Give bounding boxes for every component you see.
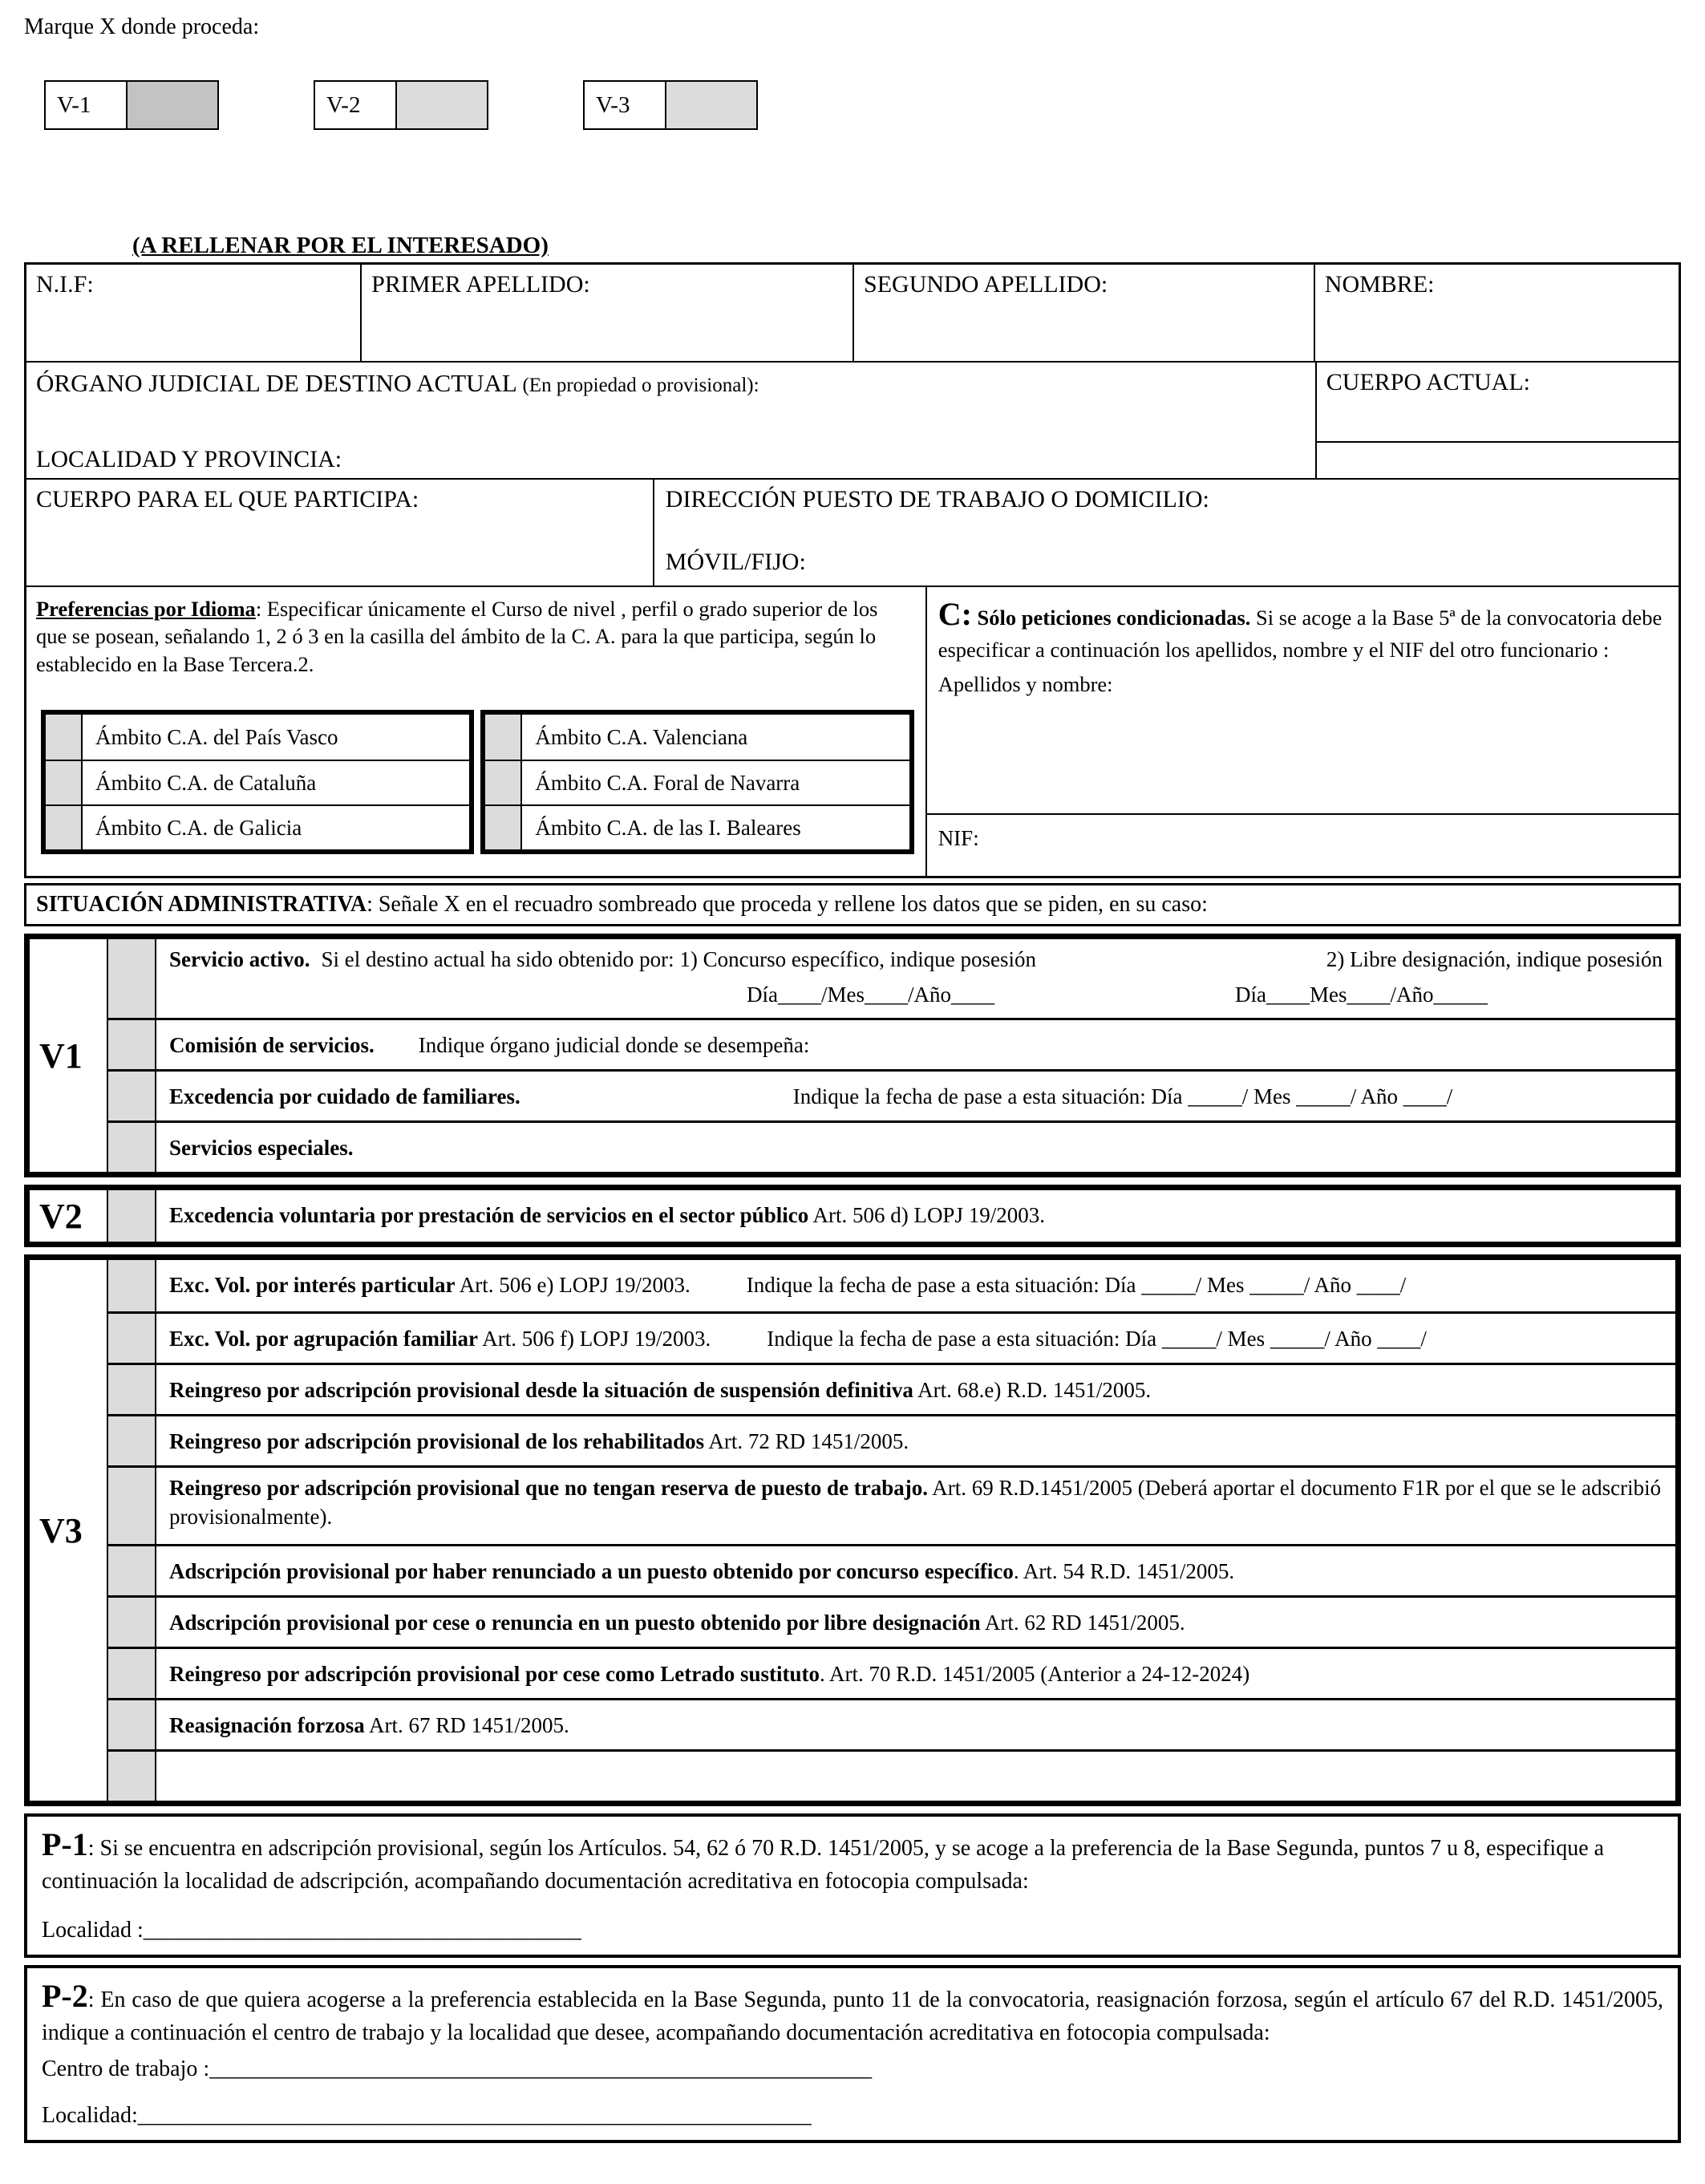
v3-option: [583, 80, 758, 130]
adscripcion-concurso-especifico-ref: . Art. 54 R.D. 1451/2005.: [1013, 1559, 1235, 1583]
marque-instruction: Marque X donde proceda:: [24, 14, 260, 39]
direccion-label: DIRECCIÓN PUESTO DE TRABAJO O DOMICILIO:: [665, 486, 1209, 513]
p2-centro-line: [42, 2056, 1663, 2082]
v3-empty-row: [107, 1749, 1675, 1801]
primer-apellido-label: PRIMER APELLIDO:: [371, 271, 590, 298]
comision-servicios-text: Indique órgano judicial donde se desempeña:: [418, 1033, 810, 1057]
reingreso-letrado-sustituto-checkbox[interactable]: [107, 1649, 156, 1698]
apellidos-nombre-label: Apellidos y nombre:: [938, 671, 1113, 696]
p2-paragraph: [42, 1975, 1663, 2048]
v1-option: [44, 80, 219, 130]
adscripcion-libre-designacion-row: [107, 1595, 1675, 1647]
idioma-body: : Especificar únicamente el Curso de nivel , perfil o grado superior de los que se posean, señalando 1, 2 ó 3 en la casilla del ámbito de la C. A. para la que participa, según lo establecido en la Base Tercera.2.: [36, 597, 878, 676]
exc-vol-agrupacion-familiar-content: [156, 1314, 1675, 1363]
v1-rows: [107, 939, 1675, 1172]
reingreso-rehabilitados-checkbox[interactable]: [107, 1416, 156, 1465]
apellidos-nombre-field[interactable]: [938, 672, 1667, 697]
organo-line: [36, 369, 1306, 398]
p2-localidad-label: Localidad:: [42, 2102, 138, 2128]
exc-vol-agrupacion-familiar-label: Exc. Vol. por agrupación familiar: [169, 1327, 479, 1351]
condicionadas-top: [927, 587, 1679, 815]
idioma-title: Preferencias por Idioma: [36, 597, 256, 621]
ambito-galicia-checkbox[interactable]: [46, 806, 83, 849]
exc-vol-interes-particular-row: [107, 1260, 1675, 1311]
ambito-baleares-checkbox[interactable]: [485, 806, 522, 849]
p2-block: [24, 1965, 1681, 2143]
reingreso-sin-reserva-ref: Art. 69 R.D.1451/2005 (Deberá aportar el documento F1R por el que se le adscribió provisionalmente).: [169, 1476, 1662, 1529]
excedencia-sector-publico-ref: Art. 506 d) LOPJ 19/2003.: [808, 1203, 1045, 1227]
excedencia-sector-publico-label: Excedencia voluntaria por prestación de servicios en el sector público: [169, 1203, 809, 1227]
servicio-activo-label: Servicio activo.: [169, 947, 310, 971]
situacion-header: [24, 883, 1681, 926]
excedencia-sector-publico-content: [156, 1190, 1675, 1242]
comision-servicios-checkbox[interactable]: [107, 1020, 156, 1069]
reingreso-suspension-definitiva-checkbox[interactable]: [107, 1365, 156, 1414]
idioma-section: [26, 587, 927, 876]
excedencia-familiares-row: [107, 1069, 1675, 1120]
reasignacion-forzosa-content: [156, 1700, 1675, 1749]
excedencia-sector-publico-row: [107, 1190, 1675, 1242]
organo-label: ÓRGANO JUDICIAL DE DESTINO ACTUAL: [36, 369, 523, 397]
organo-note: (En propiedad o provisional):: [522, 375, 759, 396]
excedencia-familiares-label: Excedencia por cuidado de familiares.: [169, 1084, 520, 1108]
ambito-navarra-checkbox[interactable]: [485, 761, 522, 804]
adscripcion-concurso-especifico-checkbox[interactable]: [107, 1546, 156, 1595]
condicionadas-lead: Sólo peticiones condicionadas.: [971, 606, 1251, 630]
servicios-especiales-label: Servicios especiales.: [169, 1136, 354, 1160]
v3-block: [24, 1254, 1681, 1806]
adscripcion-concurso-especifico-label: Adscripción provisional por haber renunciado a un puesto obtenido por concurso específico: [169, 1559, 1014, 1583]
exc-vol-interes-particular-content: [156, 1260, 1675, 1311]
adscripcion-libre-designacion-label: Adscripción provisional por cese o renuncia en un puesto obtenido por libre designación: [169, 1611, 981, 1635]
exc-vol-interes-particular-fecha-field[interactable]: Indique la fecha de pase a esta situación: Día _____/ Mes _____/ Año ____/: [746, 1273, 1407, 1297]
cuerpo-participa-label: CUERPO PARA EL QUE PARTICIPA:: [36, 486, 419, 513]
situacion-title: SITUACIÓN ADMINISTRATIVA: [36, 892, 367, 917]
excedencia-familiares-checkbox[interactable]: [107, 1072, 156, 1120]
p1-localidad-field[interactable]: _______________________________________: [143, 1917, 581, 1943]
primer-apellido-cell[interactable]: [362, 265, 854, 361]
p2-localidad-line: [42, 2103, 1663, 2129]
v1-option-label: V-1: [57, 91, 91, 118]
ambito-row-pais-vasco: [46, 715, 469, 760]
movil-fijo-label: MÓVIL/FIJO:: [665, 549, 806, 575]
v2-rows: [107, 1190, 1675, 1242]
p2-localidad-field[interactable]: ____________________________________________________________: [137, 2102, 812, 2128]
adscripcion-concurso-especifico-row: [107, 1544, 1675, 1595]
nif-cell[interactable]: [26, 265, 362, 361]
exc-vol-interes-particular-label: Exc. Vol. por interés particular: [169, 1273, 456, 1297]
reingreso-suspension-definitiva-label: Reingreso por adscripción provisional desde la situación de suspensión definitiva: [169, 1378, 913, 1402]
reingreso-letrado-sustituto-content: [156, 1649, 1675, 1698]
v3-rows: [107, 1260, 1675, 1801]
v2-checkbox-cell[interactable]: [395, 82, 487, 128]
reasignacion-forzosa-ref: Art. 67 RD 1451/2005.: [364, 1713, 569, 1737]
v-options-row: [44, 80, 1681, 130]
reasignacion-forzosa-checkbox[interactable]: [107, 1700, 156, 1749]
reingreso-letrado-sustituto-label: Reingreso por adscripción provisional por cese como Letrado sustituto: [169, 1662, 820, 1686]
segundo-apellido-label: SEGUNDO APELLIDO:: [864, 271, 1108, 298]
ambito-row-cataluna: [46, 760, 469, 804]
servicios-especiales-checkbox[interactable]: [107, 1123, 156, 1172]
ambito-pais-vasco-checkbox[interactable]: [46, 715, 83, 760]
comision-servicios-row: [107, 1018, 1675, 1069]
ambito-galicia-label: Ámbito C.A. de Galicia: [95, 815, 302, 840]
reingreso-suspension-definitiva-row: [107, 1363, 1675, 1414]
p1-body: : Si se encuentra en adscripción provisional, según los Artículos. 54, 62 ó 70 R.D. 1451/2005, y se acoge a la preferencia de la Base Segunda, puntos 7 u 8, especifique a continuación la localidad de adscripción, acompañando documentación acreditativa en fotocopia compulsada:: [42, 1836, 1605, 1894]
comision-servicios-content: [156, 1020, 1675, 1069]
servicio-activo-text: Si el destino actual ha sido obtenido por: 1) Concurso específico, indique posesión: [321, 947, 1037, 971]
v1-checkbox-cell[interactable]: [126, 82, 217, 128]
p2-body: : En caso de que quiera acogerse a la preferencia establecida en la Base Segunda, punto 11 de la convocatoria, reasignación forzosa, según el artículo 67 del R.D. 1451/2005, indique a continuación el centro de trabajo y la localidad que desee, acompañando documentación acreditativa en fotocopia compulsada:: [42, 1987, 1663, 2045]
p1-label: P-1: [42, 1826, 88, 1862]
servicio-activo-content: [156, 939, 1675, 1018]
ambito-row-navarra: [485, 760, 909, 804]
exc-vol-agrupacion-familiar-checkbox[interactable]: [107, 1314, 156, 1363]
libre-designacion-fecha-field[interactable]: Día____Mes____/Año_____: [1234, 982, 1488, 1007]
v2-option: [314, 80, 488, 130]
p2-centro-label: Centro de trabajo :: [42, 2056, 210, 2081]
nif-label: N.I.F:: [36, 271, 94, 298]
comision-servicios-label: Comisión de servicios.: [169, 1033, 375, 1057]
reingreso-rehabilitados-label: Reingreso por adscripción provisional de los rehabilitados: [169, 1429, 705, 1453]
organo-destino-cell[interactable]: [26, 363, 1315, 478]
condicionadas-section: [927, 587, 1679, 876]
adscripcion-concurso-especifico-content: [156, 1546, 1675, 1595]
adscripcion-libre-designacion-content: [156, 1598, 1675, 1647]
ambito-table-left: [41, 710, 474, 854]
reingreso-sin-reserva-content: [156, 1468, 1675, 1544]
nombre-label: NOMBRE:: [1324, 271, 1435, 298]
exc-vol-agrupacion-familiar-ref: Art. 506 f) LOPJ 19/2003.: [478, 1327, 711, 1351]
servicio-activo-row: [107, 939, 1675, 1018]
adscripcion-libre-designacion-checkbox[interactable]: [107, 1598, 156, 1647]
reingreso-suspension-definitiva-ref: Art. 68.e) R.D. 1451/2005.: [913, 1378, 1152, 1402]
nif-condicionada-field[interactable]: [927, 815, 1679, 876]
exc-vol-interes-particular-checkbox[interactable]: [107, 1260, 156, 1311]
reingreso-sin-reserva-row: [107, 1465, 1675, 1544]
condicionadas-body: Si se acoge a la Base 5ª de la convocatoria debe especificar a continuación los apellidos, nombre y el NIF del otro funcionario :: [938, 606, 1662, 662]
reasignacion-forzosa-label: Reasignación forzosa: [169, 1713, 365, 1737]
v2-block: [24, 1185, 1681, 1247]
localidad-provincia-label: LOCALIDAD Y PROVINCIA:: [36, 446, 342, 472]
nif-condicionada-label: NIF:: [938, 826, 979, 850]
p1-localidad-label: Localidad :: [42, 1917, 144, 1943]
reingreso-sin-reserva-label: Reingreso por adscripción provisional que no tengan reserva de puesto de trabajo.: [169, 1476, 929, 1500]
reingreso-suspension-definitiva-content: [156, 1365, 1675, 1414]
datos-row-1: [26, 265, 1679, 361]
situacion-body: : Señale X en el recuadro sombreado que proceda y rellene los datos que se piden, en su caso:: [367, 892, 1208, 917]
reingreso-sin-reserva-checkbox[interactable]: [107, 1468, 156, 1544]
v1-block-label: V1: [39, 1035, 83, 1076]
ambito-row-galicia: [46, 804, 469, 849]
cuerpo-participa-cell[interactable]: [26, 480, 654, 586]
v2-block-label: V2: [39, 1196, 83, 1236]
ambito-valenciana-label: Ámbito C.A. Valenciana: [535, 724, 748, 749]
servicios-especiales-content: [156, 1123, 1675, 1172]
exc-vol-agrupacion-familiar-row: [107, 1311, 1675, 1363]
p2-label: P-2: [42, 1977, 88, 2014]
direccion-cell[interactable]: [654, 480, 1679, 586]
servicio-activo-checkbox[interactable]: [107, 939, 156, 1018]
cuerpo-actual-extra-area: [1317, 443, 1679, 478]
datos-row-2: [26, 361, 1679, 478]
ambito-navarra-label: Ámbito C.A. Foral de Navarra: [535, 770, 800, 795]
section-title: (A RELLENAR POR EL INTERESADO): [132, 233, 549, 258]
v3-checkbox-cell[interactable]: [665, 82, 756, 128]
reingreso-letrado-sustituto-ref: . Art. 70 R.D. 1451/2005 (Anterior a 24-12-2024): [820, 1662, 1250, 1686]
ambito-valenciana-checkbox[interactable]: [485, 715, 522, 760]
ambito-tables: [41, 710, 914, 854]
idioma-paragraph: [36, 595, 917, 678]
v3-option-label: V-3: [596, 91, 630, 118]
adscripcion-libre-designacion-ref: Art. 62 RD 1451/2005.: [980, 1611, 1185, 1635]
excedencia-familiares-fecha-field[interactable]: Indique la fecha de pase a esta situación: Día _____/ Mes _____/ Año ____/: [792, 1084, 1453, 1108]
exc-vol-interes-particular-ref: Art. 506 e) LOPJ 19/2003.: [455, 1273, 691, 1297]
excedencia-sector-publico-checkbox[interactable]: [107, 1190, 156, 1242]
ambito-table-right: [480, 710, 913, 854]
reingreso-rehabilitados-row: [107, 1414, 1675, 1465]
cuerpo-actual-label: CUERPO ACTUAL:: [1326, 369, 1530, 395]
ambito-cataluna-checkbox[interactable]: [46, 761, 83, 804]
ambito-row-baleares: [485, 804, 909, 849]
p2-centro-field[interactable]: ___________________________________________________________: [209, 2056, 873, 2081]
servicios-especiales-row: [107, 1120, 1675, 1172]
datos-row-3: [26, 478, 1679, 586]
ambito-row-valenciana: [485, 715, 909, 760]
datos-table: [24, 262, 1681, 878]
reingreso-letrado-sustituto-row: [107, 1647, 1675, 1698]
v3-block-label: V3: [39, 1510, 83, 1550]
exc-vol-agrupacion-familiar-fecha-field[interactable]: Indique la fecha de pase a esta situación: Día _____/ Mes _____/ Año ____/: [767, 1327, 1427, 1351]
reingreso-rehabilitados-ref: Art. 72 RD 1451/2005.: [704, 1429, 909, 1453]
ambito-cataluna-label: Ámbito C.A. de Cataluña: [95, 770, 317, 795]
p1-block: [24, 1813, 1681, 1958]
ambito-pais-vasco-label: Ámbito C.A. del País Vasco: [95, 724, 338, 749]
reingreso-rehabilitados-content: [156, 1416, 1675, 1465]
ambito-baleares-label: Ámbito C.A. de las I. Baleares: [535, 815, 801, 840]
v1-block: [24, 934, 1681, 1177]
cuerpo-actual-col: [1315, 363, 1679, 478]
p1-localidad-line: [42, 1918, 1663, 1943]
reasignacion-forzosa-row: [107, 1698, 1675, 1749]
condicionadas-paragraph: [938, 594, 1667, 664]
libre-designacion-text: 2) Libre designación, indique posesión: [1326, 947, 1662, 971]
concurso-fecha-field[interactable]: Día____/Mes____/Año____: [747, 982, 994, 1007]
segundo-apellido-cell[interactable]: [854, 265, 1315, 361]
c-label: C:: [938, 596, 972, 632]
nombre-cell[interactable]: [1315, 265, 1679, 361]
v3-empty-checkbox[interactable]: [107, 1752, 156, 1801]
excedencia-familiares-content: [156, 1072, 1675, 1120]
v3-empty-content: [156, 1752, 1675, 1801]
cuerpo-actual-cell[interactable]: [1317, 363, 1679, 443]
p1-paragraph: [42, 1823, 1663, 1897]
preferencias-row: [26, 586, 1679, 876]
v2-option-label: V-2: [326, 91, 361, 118]
